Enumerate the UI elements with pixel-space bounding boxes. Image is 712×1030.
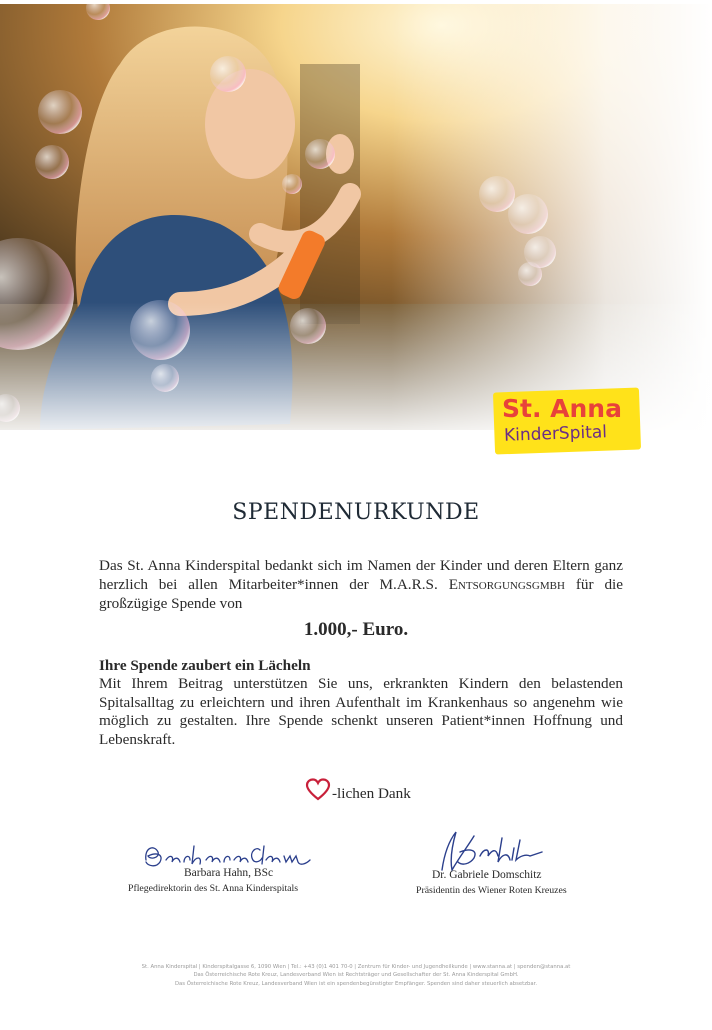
signer-right-name: Dr. Gabriele Domschitz [432,869,542,881]
company-name: Entsorgungsgmbh [448,576,565,593]
certificate-title: SPENDENURKUNDE [232,500,480,525]
logo-line-2: KinderSpital [503,422,608,446]
footer [0,963,712,988]
intro-text-1: Das St. Anna Kinderspital bedankt sich im Namen der Kinder und deren Eltern ganz herzlich bei allen Mitarbeiter*innen der M.A.R.S. [99,557,623,593]
body-paragraph: Mit Ihrem Beitrag unterstützen Sie uns, erkrankten Kindern den belastenden Spitalsalltag zu erleichtern und ihren Aufenthalt im Krankenhaus so angenehm wie möglich zu gestalten. Ihre Spende schenkt unseren Patient*innen Hoffnung und Lebenskraft. [99,675,623,748]
st-anna-logo [494,390,642,454]
header-photo [0,0,712,430]
footer-line-3: Das Österreichische Rote Kreuz, Landesverband Wien ist ein spendenbegünstigter Empfänger. Spenden sind daher steuerlich absetzbar. [174,980,538,987]
subheading: Ihre Spende zaubert ein Lächeln [99,657,311,674]
donation-amount: 1.000,- Euro. [303,619,409,640]
heart-icon [305,778,331,802]
signer-left-role: Pflegedirektorin des St. Anna Kinderspitals [128,883,299,894]
intro-paragraph [99,556,623,613]
footer-line-2: Das Österreichische Rote Kreuz, Landesverband Wien ist Rechtsträger und Gesellschafter der St. Anna Kinderspital GmbH. [193,972,519,979]
signer-left-name: Barbara Hahn, BSc [184,867,274,879]
signer-right-role: Präsidentin des Wiener Roten Kreuzes [416,885,567,896]
footer-line-1: St. Anna Kinderspital | Kinderspitalgasse 6, 1090 Wien | Tel.: +43 (0)1 401 70-0 | Zentrum für Kinder- und Jugendheilkunde | www.stanna.at | spenden@stanna.at [141,964,571,970]
bubble-photo-illustration [0,4,712,430]
intro-text-2: für die großzügige Spende von [99,576,624,612]
thanks-text: -lichen Dank [332,785,411,802]
logo-line-1: St. Anna [502,394,622,423]
